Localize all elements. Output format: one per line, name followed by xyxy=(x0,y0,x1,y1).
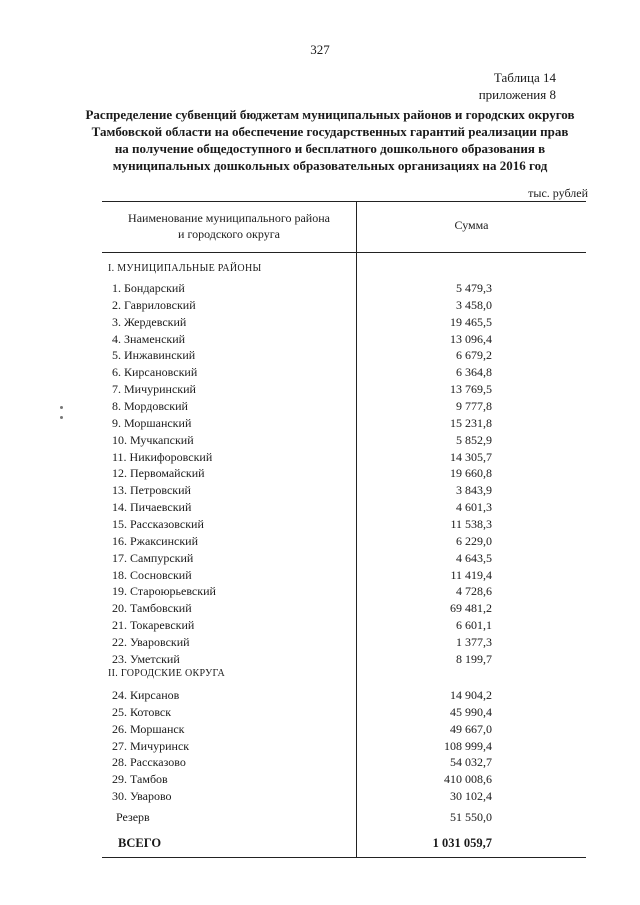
row-name: 26. Моршанск xyxy=(112,721,185,736)
table-row xyxy=(102,601,586,618)
row-name: 14. Пичаевский xyxy=(112,500,192,515)
row-value: 410 008,6 xyxy=(444,772,492,787)
section-heading: II. ГОРОДСКИЕ ОКРУГА xyxy=(108,668,226,679)
column-header-sum: Сумма xyxy=(454,218,489,232)
row-name: 4. Знаменский xyxy=(112,331,186,346)
reserve-row xyxy=(102,810,586,827)
row-name: 16. Ржаксинский xyxy=(112,533,198,548)
row-value: 69 481,2 xyxy=(450,601,492,616)
table-row xyxy=(102,315,586,332)
row-value: 19 465,5 xyxy=(450,314,492,329)
reserve-row-label: Резерв xyxy=(116,810,150,824)
row-name: 28. Рассказово xyxy=(112,755,186,770)
table-row xyxy=(102,705,586,722)
table-row xyxy=(102,450,586,467)
row-name: 29. Тамбов xyxy=(112,772,168,787)
units-label: тыс. рублей xyxy=(528,186,588,200)
table-label xyxy=(479,69,556,103)
row-name: 5. Инжавинский xyxy=(112,348,196,363)
table-row xyxy=(102,500,586,517)
row-name: 18. Сосновский xyxy=(112,567,192,582)
row-value: 11 538,3 xyxy=(450,516,492,531)
row-name: 2. Гавриловский xyxy=(112,297,196,312)
row-name: 19. Староюрьевский xyxy=(112,584,216,599)
row-name: 7. Мичуринский xyxy=(112,382,196,397)
row-value: 14 904,2 xyxy=(450,688,492,702)
header-rule xyxy=(102,252,586,253)
table-row xyxy=(102,466,586,483)
row-name: 23. Уметский xyxy=(112,651,180,666)
table-row xyxy=(102,483,586,500)
table-row xyxy=(102,635,586,652)
title-line: муниципальных дошкольных образовательных организациях на 2016 год xyxy=(112,158,548,173)
section-heading: I. МУНИЦИПАЛЬНЫЕ РАЙОНЫ xyxy=(108,263,262,274)
table-row xyxy=(102,416,586,433)
row-value: 9 777,8 xyxy=(456,399,492,413)
table-row xyxy=(102,332,586,349)
table-row xyxy=(102,281,586,298)
row-value: 4 728,6 xyxy=(456,584,492,599)
document-title xyxy=(70,106,590,174)
row-name: 27. Мичуринск xyxy=(112,738,190,753)
table-row xyxy=(102,382,586,399)
table-row xyxy=(102,584,586,601)
table-row xyxy=(102,739,586,756)
page-number: 327 xyxy=(310,42,330,57)
row-value: 30 102,4 xyxy=(450,789,492,804)
row-value: 6 229,0 xyxy=(456,533,492,548)
row-value: 14 305,7 xyxy=(450,449,492,464)
total-row-label: ВСЕГО xyxy=(118,836,162,850)
row-value: 13 096,4 xyxy=(450,331,492,346)
row-value: 6 601,1 xyxy=(456,618,492,632)
row-name: 24. Кирсанов xyxy=(112,688,180,702)
title-line: Тамбовской области на обеспечение государственных гарантий реализации прав xyxy=(91,124,569,139)
title-line: Распределение субвенций бюджетам муниципальных районов и городских округов xyxy=(85,107,575,122)
row-name: 15. Рассказовский xyxy=(112,516,204,531)
table-row xyxy=(102,772,586,789)
reserve-row-value: 51 550,0 xyxy=(450,810,492,824)
table-label-line: приложения 8 xyxy=(478,87,556,102)
row-value: 11 419,4 xyxy=(450,567,492,582)
column-header-name xyxy=(102,210,356,242)
row-value: 19 660,8 xyxy=(450,466,492,481)
row-value: 5 479,3 xyxy=(456,281,492,295)
row-value: 54 032,7 xyxy=(450,755,492,770)
row-value: 15 231,8 xyxy=(450,415,492,430)
total-row-value: 1 031 059,7 xyxy=(432,836,492,850)
row-value: 108 999,4 xyxy=(444,738,492,753)
total-row xyxy=(102,836,586,853)
table-row xyxy=(102,652,586,669)
table-row xyxy=(102,755,586,772)
row-name: 13. Петровский xyxy=(112,483,191,498)
row-name: 30. Уварово xyxy=(112,789,172,804)
table-row xyxy=(102,399,586,416)
row-value: 8 199,7 xyxy=(456,651,492,666)
row-name: 10. Мучкапский xyxy=(112,432,194,447)
table-row xyxy=(102,688,586,705)
row-value: 3 843,9 xyxy=(456,483,492,498)
column-header-name-line: Наименование муниципального района xyxy=(128,211,330,225)
table-row xyxy=(102,568,586,585)
row-name: 3. Жердевский xyxy=(112,314,187,329)
table-row xyxy=(102,433,586,450)
row-name: 9. Моршанский xyxy=(112,415,192,430)
table-row xyxy=(102,789,586,806)
row-value: 13 769,5 xyxy=(450,382,492,397)
table-row xyxy=(102,722,586,739)
row-value: 5 852,9 xyxy=(456,432,492,447)
title-line: на получение общедоступного и бесплатного дошкольного образования в xyxy=(114,141,546,156)
table-row xyxy=(102,517,586,534)
table-row xyxy=(102,551,586,568)
row-value: 49 667,0 xyxy=(450,721,492,736)
row-name: 25. Котовск xyxy=(112,704,172,719)
scan-speck xyxy=(60,416,63,419)
row-name: 17. Сампурский xyxy=(112,550,194,565)
row-name: 12. Первомайский xyxy=(112,466,205,481)
scan-speck xyxy=(60,406,63,409)
row-name: 1. Бондарский xyxy=(112,281,185,295)
row-name: 8. Мордовский xyxy=(112,399,188,413)
column-header-name-line: и городского округа xyxy=(178,227,280,241)
row-value: 3 458,0 xyxy=(456,297,492,312)
row-value: 45 990,4 xyxy=(450,704,492,719)
table-row xyxy=(102,365,586,382)
row-name: 20. Тамбовский xyxy=(112,601,192,616)
table-label-line: Таблица 14 xyxy=(493,70,556,85)
table-row xyxy=(102,298,586,315)
row-value: 4 601,3 xyxy=(456,500,492,515)
row-value: 1 377,3 xyxy=(456,634,492,649)
row-value: 6 364,8 xyxy=(456,365,492,380)
table-row xyxy=(102,348,586,365)
row-name: 22. Уваровский xyxy=(112,634,190,649)
row-value: 6 679,2 xyxy=(456,348,492,363)
table-row xyxy=(102,534,586,551)
table-row xyxy=(102,618,586,635)
row-name: 21. Токаревский xyxy=(112,618,195,632)
row-value: 4 643,5 xyxy=(456,550,492,565)
row-name: 11. Никифоровский xyxy=(112,449,213,464)
row-name: 6. Кирсановский xyxy=(112,365,198,380)
